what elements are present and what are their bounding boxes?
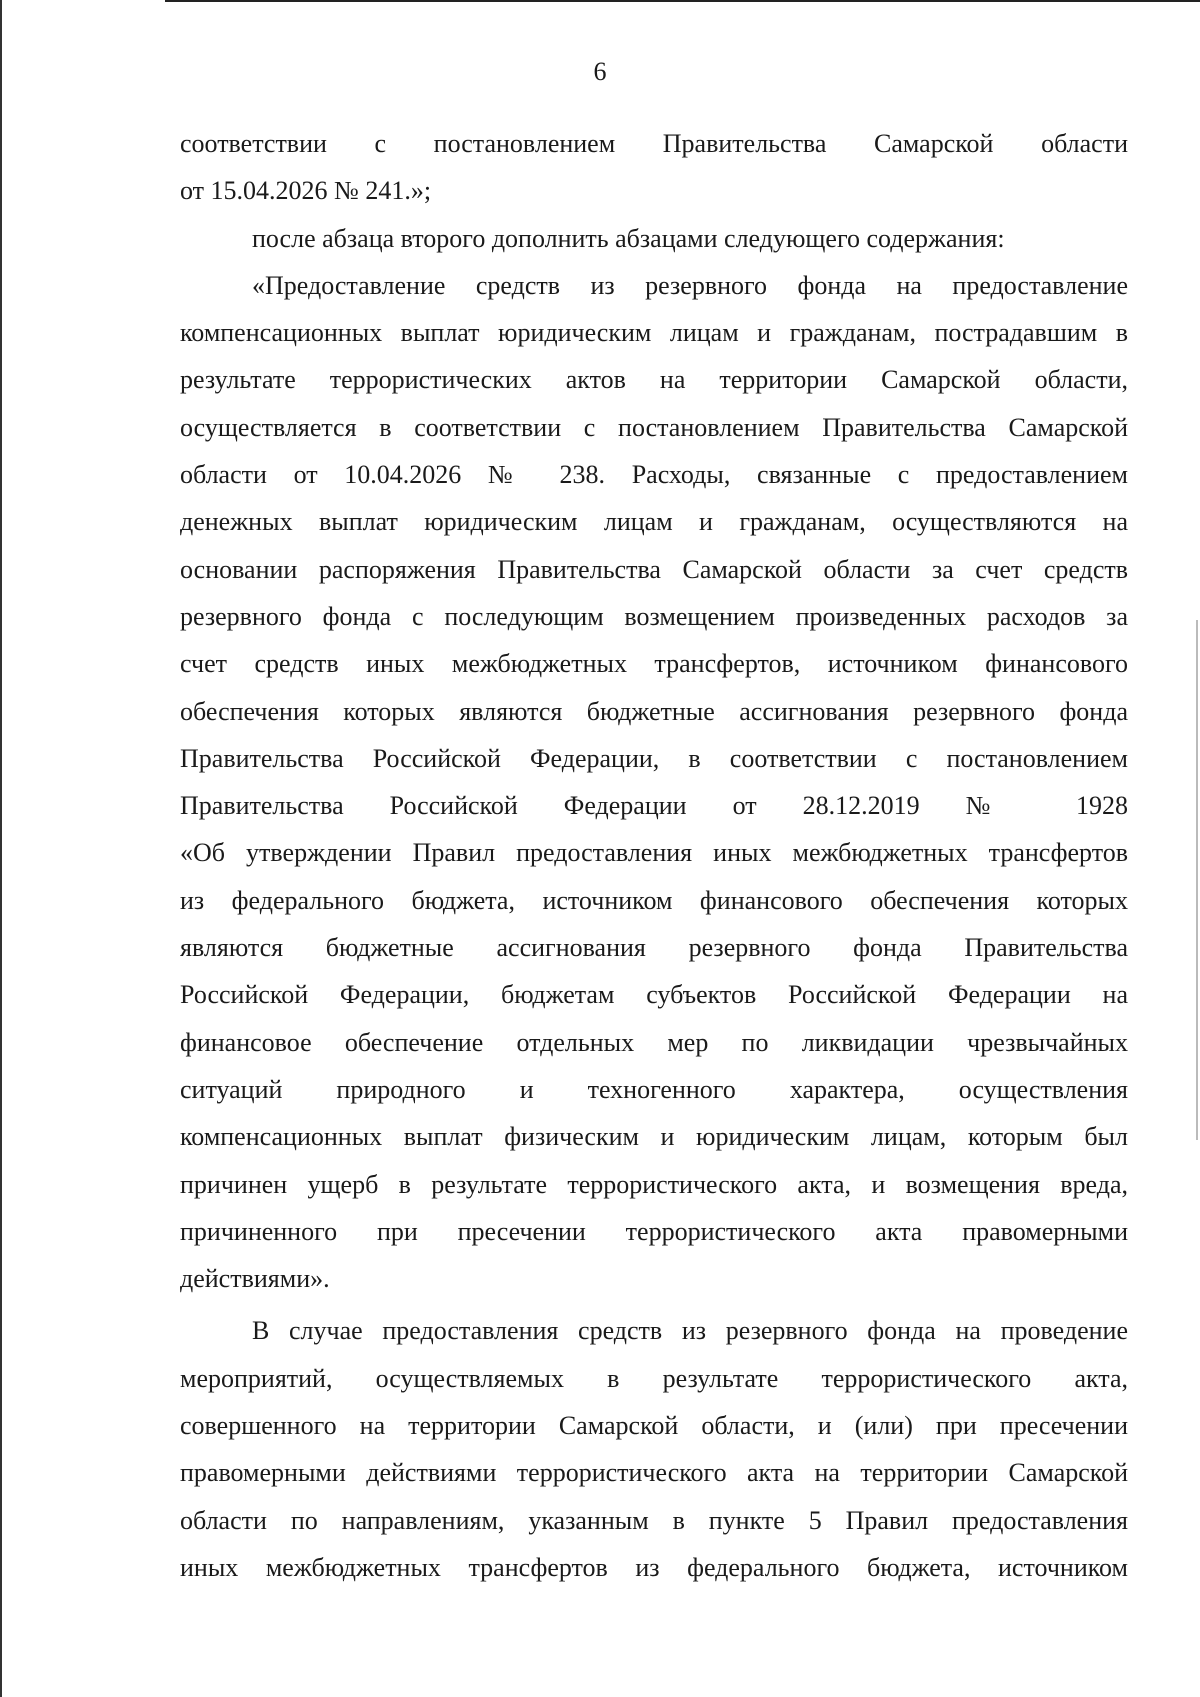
text-line: финансовое обеспечение отдельных мер по ликвидации чрезвычайных — [180, 1027, 1128, 1057]
paragraph-amendment-instruction — [180, 215, 1128, 262]
text-line: причинен ущерб в результате террористического акта, и возмещения вреда, — [180, 1169, 1128, 1199]
text-line: области от 10.04.2026 № 238. Расходы, связанные с предоставлением — [180, 460, 1128, 490]
text-line: Российской Федерации, бюджетам субъектов Российской Федерации на — [180, 980, 1128, 1010]
text-line: причиненного при пресечении террористического акта правомерными — [180, 1216, 1128, 1246]
text-line: Правительства Российской Федерации, в соответствии с постановлением — [180, 743, 1128, 773]
text-line: счет средств иных межбюджетных трансфертов, источником финансового — [180, 649, 1128, 679]
text-line: осуществляется в соответствии с постановлением Правительства Самарской — [180, 412, 1128, 442]
scan-left-border — [0, 0, 2, 1697]
text-line: основании распоряжения Правительства Самарской области за счет средств — [180, 554, 1128, 584]
text-line: совершенного на территории Самарской области, и (или) при пресечении — [180, 1411, 1128, 1441]
text-line: компенсационных выплат юридическим лицам и гражданам, пострадавшим в — [180, 318, 1128, 348]
scan-top-border — [165, 0, 1200, 2]
text-line: соответствии с постановлением Правительства Самарской области — [180, 129, 1128, 158]
text-line: результате террористических актов на территории Самарской области, — [180, 365, 1128, 395]
text-line: от 15.04.2026 № 241.»; — [180, 176, 432, 206]
text-line: являются бюджетные ассигнования резервного фонда Правительства — [180, 933, 1128, 963]
text-line: ситуаций природного и техногенного характера, осуществления — [180, 1074, 1128, 1104]
text-line: «Предоставление средств из резервного фонда на предоставление — [252, 270, 1128, 300]
paragraph-quoted-insert — [180, 262, 1128, 1303]
text-line: «Об утверждении Правил предоставления иных межбюджетных трансфертов — [180, 838, 1128, 868]
text-line: компенсационных выплат физическим и юридическим лицам, которым был — [180, 1122, 1128, 1152]
paragraph-terrorist-act-funding — [180, 1307, 1128, 1591]
text-line: иных межбюджетных трансфертов из федерального бюджета, источником — [180, 1552, 1128, 1582]
document-body — [180, 120, 1128, 1591]
text-line: действиями». — [180, 1264, 330, 1294]
text-line: В случае предоставления средств из резервного фонда на проведение — [252, 1316, 1128, 1346]
text-line: обеспечения которых являются бюджетные ассигнования резервного фонда — [180, 696, 1128, 726]
text-line: резервного фонда с последующим возмещением произведенных расходов за — [180, 601, 1128, 631]
scan-right-border — [1196, 620, 1198, 1140]
text-line: после абзаца второго дополнить абзацами следующего содержания: — [252, 223, 1005, 253]
text-line: денежных выплат юридическим лицам и гражданам, осуществляются на — [180, 507, 1128, 537]
text-line: области по направлениям, указанным в пункте 5 Правил предоставления — [180, 1505, 1128, 1535]
page-number: 6 — [593, 57, 607, 86]
paragraph-continuation — [180, 120, 1128, 215]
text-line: мероприятий, осуществляемых в результате террористического акта, — [180, 1363, 1128, 1393]
text-line: Правительства Российской Федерации от 28.12.2019 № 1928 — [180, 791, 1128, 821]
text-line: из федерального бюджета, источником финансового обеспечения которых — [180, 885, 1128, 915]
text-line: правомерными действиями террористического акта на территории Самарской — [180, 1458, 1128, 1488]
